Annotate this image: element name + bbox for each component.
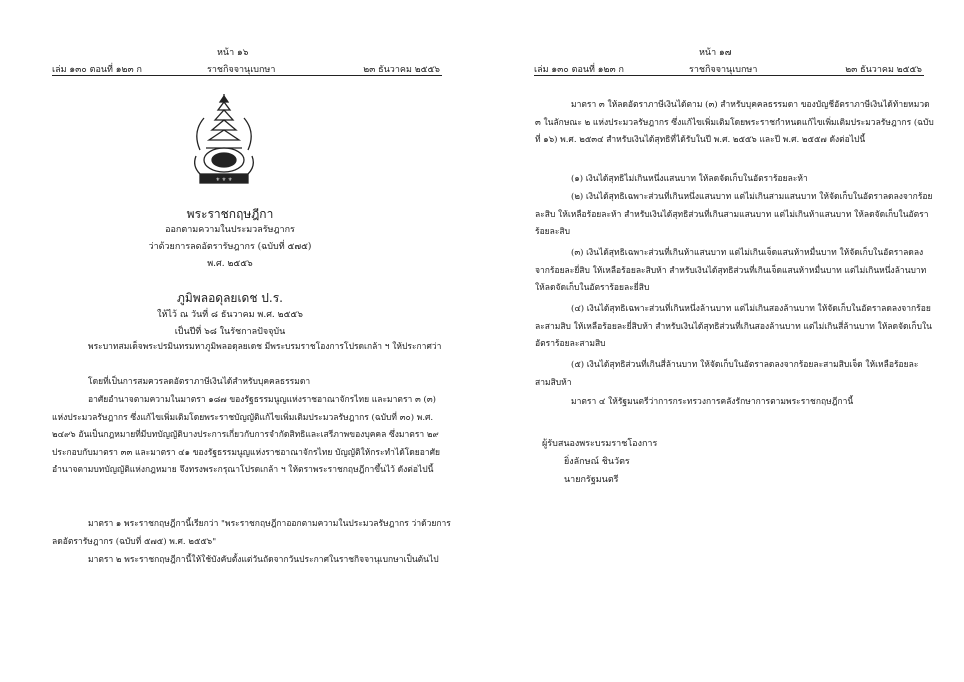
gazette-date: ๒๓ ธันวาคม ๒๕๕๖ [363,65,440,75]
decree-title: พระราชกฤษฎีกา [186,207,274,221]
volume-info: เล่ม ๑๓๐ ตอนที่ ๑๒๓ ก [534,65,624,75]
section-2-paragraph: มาตรา ๒ พระราชกฤษฎีกานี้ให้ใช้บังคับตั้งแต่วันถัดจากวันประกาศในราชกิจจานุเบกษาเป็นต้นไป [88,555,439,565]
countersign-name: ยิ่งลักษณ์ ชินวัตร [564,457,630,467]
header-rule [534,75,924,76]
gazette-date: ๒๓ ธันวาคม ๒๕๕๖ [845,65,922,75]
section-1-paragraph: มาตรา ๑ พระราชกฤษฎีกานี้เรียกว่า "พระราชกฤษฎีกาออกตามความในประมวลรัษฎากร ว่าด้วยการลดอัตรารัษฎากร (ฉบับที่ ๕๗๕) พ.ศ. ๒๕๕๖" [52,519,451,547]
preamble-paragraph: พระบาทสมเด็จพระปรมินทรมหาภูมิพลอดุลยเดช มีพระบรมราชโองการโปรดเกล้า ฯ ให้ประกาศว่า [88,342,442,352]
tax-bracket-1: (๑) เงินได้สุทธิไม่เกินหนึ่งแสนบาท ให้ลดจัดเก็บในอัตราร้อยละห้า [571,174,808,184]
decree-subtitle-1: ออกตามความในประมวลรัษฎากร [165,225,295,235]
reign-year: เป็นปีที่ ๖๘ ในรัชกาลปัจจุบัน [174,327,286,337]
page-header [534,48,944,75]
king-signature: ภูมิพลอดุลยเดช ป.ร. [176,291,283,305]
page-number: หน้า ๑๗ [699,48,732,58]
royal-crown-emblem-icon [190,92,258,188]
gazette-name: ราชกิจจานุเบกษา [689,65,758,75]
decree-subtitle-2: ว่าด้วยการลดอัตรารัษฎากร (ฉบับที่ ๕๗๕) [148,242,312,252]
reason-paragraph: โดยที่เป็นการสมควรลดอัตราภาษีเงินได้สำหรับบุคคลธรรมดา [88,377,311,387]
gazette-name: ราชกิจจานุเบกษา [207,65,276,75]
volume-info: เล่ม ๑๓๐ ตอนที่ ๑๒๓ ก [52,65,142,75]
countersign-title: ผู้รับสนองพระบรมราชโองการ [542,439,658,449]
section-4-paragraph: มาตรา ๔ ให้รัฐมนตรีว่าการกระทรวงการคลังรักษาการตามพระราชกฤษฎีกานี้ [571,397,854,407]
authority-paragraph: อาศัยอำนาจตามความในมาตรา ๑๘๗ ของรัฐธรรมนูญแห่งราชอาณาจักรไทย และมาตรา ๓ (๓) แห่งประมวลรัษฎากร ซึ่งแก้ไขเพิ่มเติมโดยพระราชบัญญัติแก้ไขเพิ่มเติมประมวลรัษฎากร (ฉบับที่ ๓๐) พ.ศ. ๒๔๙๖ อันเป็นกฎหมายที่มีบทบัญญัติบางประการเกี่ยวกับการจำกัดสิทธิและเสรีภาพของบุคคล ซึ่งมาตรา ๒๙ ประกอบกับมาตรา ๓๓ และมาตรา ๔๑ ของรัฐธรรมนูญแห่งราชอาณาจักรไทย บัญญัติให้กระทำได้โดยอาศัยอำนาจตามบทบัญญัติแห่งกฎหมาย จึงทรงพระกรุณาโปรดเกล้า ฯ ให้ตราพระราชกฤษฎีกาขึ้นไว้ ดังต่อไปนี้ [52,395,441,476]
header-rule [52,75,442,76]
right-page [482,0,964,682]
tax-bracket-3: (๓) เงินได้สุทธิเฉพาะส่วนที่เกินห้าแสนบาท แต่ไม่เกินเจ็ดแสนห้าหมื่นบาท ให้จัดเก็บในอัตราลดลงจากร้อยละยี่สิบ ให้เหลือร้อยละสิบห้า สำหรับเงินได้สุทธิส่วนที่เกินเจ็ดแสนห้าหมื่นบาท แต่ไม่เกินหนึ่งล้านบาท ให้ลดจัดเก็บในอัตราร้อยละยี่สิบ [535,248,927,294]
countersign-position: นายกรัฐมนตรี [564,475,619,485]
tax-bracket-2: (๒) เงินได้สุทธิเฉพาะส่วนที่เกินหนึ่งแสนบาท แต่ไม่เกินสามแสนบาท ให้จัดเก็บในอัตราลดลงจากร้อยละสิบ ให้เหลือร้อยละห้า สำหรับเงินได้สุทธิส่วนที่เกินสามแสนบาท แต่ไม่เกินห้าแสนบาท ให้ลดจัดเก็บในอัตราร้อยละสิบ [535,192,933,238]
section-3-paragraph: มาตรา ๓ ให้ลดอัตราภาษีเงินได้ตาม (๓) สำหรับบุคคลธรรมดา ของบัญชีอัตราภาษีเงินได้ท้ายหมวด ๓ ในลักษณะ ๒ แห่งประมวลรัษฎากร ซึ่งแก้ไขเพิ่มเติมโดยพระราชกำหนดแก้ไขเพิ่มเติมประมวลรัษฎากร (ฉบับที่ ๑๖) พ.ศ. ๒๕๓๔ สำหรับเงินได้สุทธิที่ได้รับในปี พ.ศ. ๒๕๕๖ และปี พ.ศ. ๒๕๕๗ ดังต่อไปนี้ [535,100,934,146]
page-number: หน้า ๑๖ [217,48,249,58]
decree-subtitle-3: พ.ศ. ๒๕๕๖ [207,259,253,269]
tax-bracket-5: (๕) เงินได้สุทธิส่วนที่เกินสี่ล้านบาท ให้จัดเก็บในอัตราลดลงจากร้อยละสามสิบเจ็ด ให้เหลือร้อยละสามสิบห้า [535,360,919,388]
tax-bracket-4: (๔) เงินได้สุทธิเฉพาะส่วนที่เกินหนึ่งล้านบาท แต่ไม่เกินสองล้านบาท ให้จัดเก็บในอัตราลดลงจากร้อยละสามสิบ ให้เหลือร้อยละยี่สิบห้า สำหรับเงินได้สุทธิส่วนที่เกินสองล้านบาท แต่ไม่เกินสี่ล้านบาท ให้ลดจัดเก็บในอัตราร้อยละสามสิบ [535,304,932,350]
given-date: ให้ไว้ ณ วันที่ ๘ ธันวาคม พ.ศ. ๒๕๕๖ [157,310,303,320]
page-header [52,48,462,75]
svg-text:⚜ ⚜ ⚜: ⚜ ⚜ ⚜ [215,177,233,183]
